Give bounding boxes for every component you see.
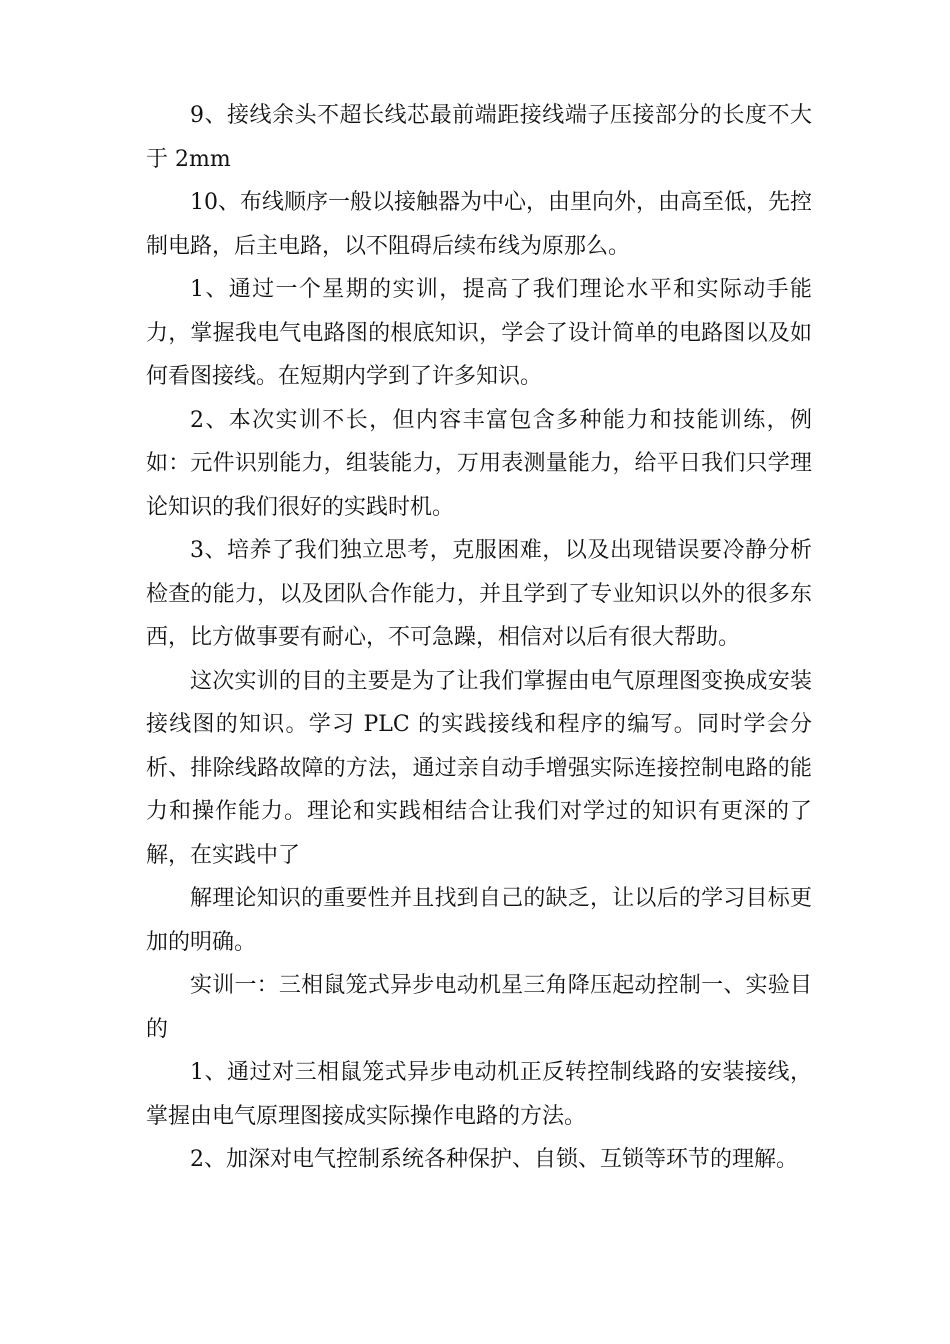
- paragraph-training-purpose: 这次实训的目的主要是为了让我们掌握由电气原理图变换成安装接线图的知识。学习 PLC 的实践接线和程序的编写。同时学会分析、排除线路故障的方法，通过亲自动手增强实际连接控制电路的能力和操作能力。理论和实践相结合让我们对学过的知识有更深的了解，在实践中了: [146, 668, 812, 868]
- paragraph-summary-3: 3、培养了我们独立思考，克服困难，以及出现错误要冷静分析检查的能力，以及团队合作能力，并且学到了专业知识以外的很多东西，比方做事要有耐心，不可急躁，相信对以后有很大帮助。: [146, 538, 812, 650]
- paragraph-experiment-heading: 实训一：三相鼠笼式异步电动机星三角降压起动控制一、实验目的: [146, 973, 812, 1042]
- paragraph-item-9-wire-end: 9、接线余头不超长线芯最前端距接线端子压接部分的长度不大于 2mm: [146, 103, 812, 172]
- paragraph-objective-1: 1、通过对三相鼠笼式异步电动机正反转控制线路的安装接线，掌握由电气原理图接成实际操作电路的方法。: [146, 1060, 812, 1129]
- document-page: [146, 94, 812, 1182]
- paragraph-summary-1: 1、通过一个星期的实训，提高了我们理论水平和实际动手能力，掌握我电气电路图的根底知识，学会了设计简单的电路图以及如何看图接线。在短期内学到了许多知识。: [146, 277, 812, 389]
- paragraph-summary-2: 2、本次实训不长，但内容丰富包含多种能力和技能训练，例如：元件识别能力，组装能力，万用表测量能力，给平日我们只学理论知识的我们很好的实践时机。: [146, 407, 812, 520]
- paragraph-objective-2: 2、加深对电气控制系统各种保护、自锁、互锁等环节的理解。: [190, 1147, 798, 1172]
- paragraph-item-10-wiring-order: 10、布线顺序一般以接触器为中心，由里向外，由高至低，先控制电路，后主电路，以不阻碍后续布线为原那么。: [146, 190, 812, 259]
- paragraph-training-purpose-continued: 解理论知识的重要性并且找到自己的缺乏，让以后的学习目标更加的明确。: [146, 886, 812, 955]
